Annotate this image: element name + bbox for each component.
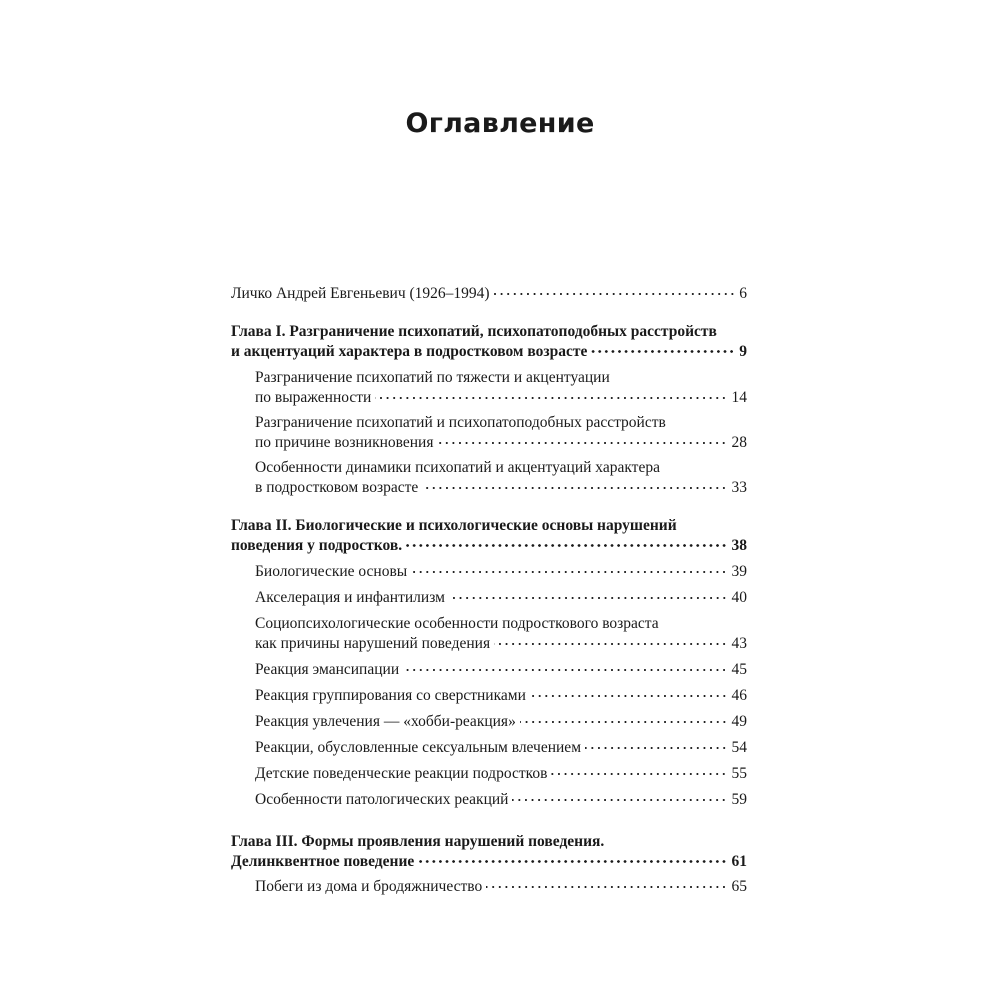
dot-leader <box>512 799 727 801</box>
dot-leader <box>486 886 727 888</box>
page-number: 28 <box>731 434 747 451</box>
toc-entry-title-line: Разграничение психопатий по тяжести и акцентуации <box>255 369 610 386</box>
page-number: 43 <box>731 635 747 652</box>
dot-leader <box>437 442 727 444</box>
toc-entry-title-line: Глава II. Биологические и психологические основы нарушений <box>231 517 677 534</box>
dot-leader <box>422 487 727 489</box>
dot-leader <box>449 597 728 599</box>
page-number: 65 <box>731 878 747 895</box>
toc-entry-title: поведения у подростков. <box>231 537 403 554</box>
toc-entry-title-line: Глава III. Формы проявления нарушений поведения. <box>231 833 605 850</box>
page-number: 45 <box>731 661 747 678</box>
page-number: 6 <box>739 285 747 302</box>
page-title: Оглавление <box>405 108 595 139</box>
toc-entry-title: Делинквентное поведение <box>231 853 415 870</box>
dot-leader <box>411 571 727 573</box>
toc-chapter-3 <box>231 832 747 872</box>
dot-leader <box>530 695 728 697</box>
page-number: 46 <box>731 687 747 704</box>
dot-leader <box>494 293 736 295</box>
page-number: 40 <box>731 589 747 606</box>
page-number: 59 <box>731 791 747 808</box>
toc-section <box>255 660 747 680</box>
dot-leader <box>406 544 727 547</box>
dot-leader <box>375 397 727 399</box>
page-number: 38 <box>731 537 747 554</box>
toc-section <box>255 738 747 758</box>
dot-leader <box>418 860 727 863</box>
toc-entry-title: в подростковом возрасте <box>255 479 419 496</box>
toc-entry-title: Реакция эмансипации <box>255 661 400 678</box>
toc-chapter-2 <box>231 516 747 556</box>
toc-chapter-1 <box>231 322 747 362</box>
toc-entry-title: по выраженности <box>255 389 372 406</box>
toc-section <box>255 562 747 582</box>
toc-section <box>255 686 747 706</box>
toc-entry-title: Особенности патологических реакций <box>255 791 509 808</box>
page-number: 55 <box>731 765 747 782</box>
toc-entry-title: как причины нарушений поведения <box>255 635 491 652</box>
toc-section <box>255 764 747 784</box>
toc-entry-intro <box>231 284 747 304</box>
toc-section <box>255 877 747 897</box>
dot-leader <box>591 350 735 353</box>
toc-section <box>255 588 747 608</box>
dot-leader <box>494 643 727 645</box>
dot-leader <box>551 773 727 775</box>
toc-entry-title: по причине возникновения <box>255 434 434 451</box>
toc-entry-title: и акцентуаций характера в подростковом возрасте <box>231 343 588 360</box>
toc-entry-title-line: Особенности динамики психопатий и акцентуаций характера <box>255 459 660 476</box>
toc-section <box>255 368 747 408</box>
toc-entry-title-line: Социопсихологические особенности подросткового возраста <box>255 615 659 632</box>
dot-leader <box>520 721 728 723</box>
page-number: 14 <box>731 389 747 406</box>
dot-leader <box>403 669 727 671</box>
page-number: 9 <box>739 343 747 360</box>
toc-section <box>255 413 747 453</box>
toc-entry-title: Личко Андрей Евгеньевич (1926–1994) <box>231 285 490 302</box>
page-number: 61 <box>731 853 747 870</box>
toc-entry-title: Детские поведенческие реакции подростков <box>255 765 548 782</box>
page-number: 33 <box>731 479 747 496</box>
toc-entry-title: Акселерация и инфантилизм <box>255 589 445 606</box>
toc-entry-title: Биологические основы <box>255 563 408 580</box>
toc-section <box>255 614 747 654</box>
dot-leader <box>585 747 728 749</box>
toc-section <box>255 458 747 498</box>
toc-entry-title-line: Глава I. Разграничение психопатий, психопатоподобных расстройств <box>231 323 717 340</box>
page-number: 39 <box>731 563 747 580</box>
toc-section <box>255 790 747 810</box>
toc-entry-title-line: Разграничение психопатий и психопатоподобных расстройств <box>255 414 666 431</box>
page-number: 49 <box>731 713 747 730</box>
page-number: 54 <box>731 739 747 756</box>
toc-entry-title: Реакция увлечения — «хобби-реакция» <box>255 713 516 730</box>
toc-entry-title: Побеги из дома и бродяжничество <box>255 878 483 895</box>
toc-entry-title: Реакции, обусловленные сексуальным влечением <box>255 739 581 756</box>
toc-entry-title: Реакция группирования со сверстниками <box>255 687 526 704</box>
toc-section <box>255 712 747 732</box>
